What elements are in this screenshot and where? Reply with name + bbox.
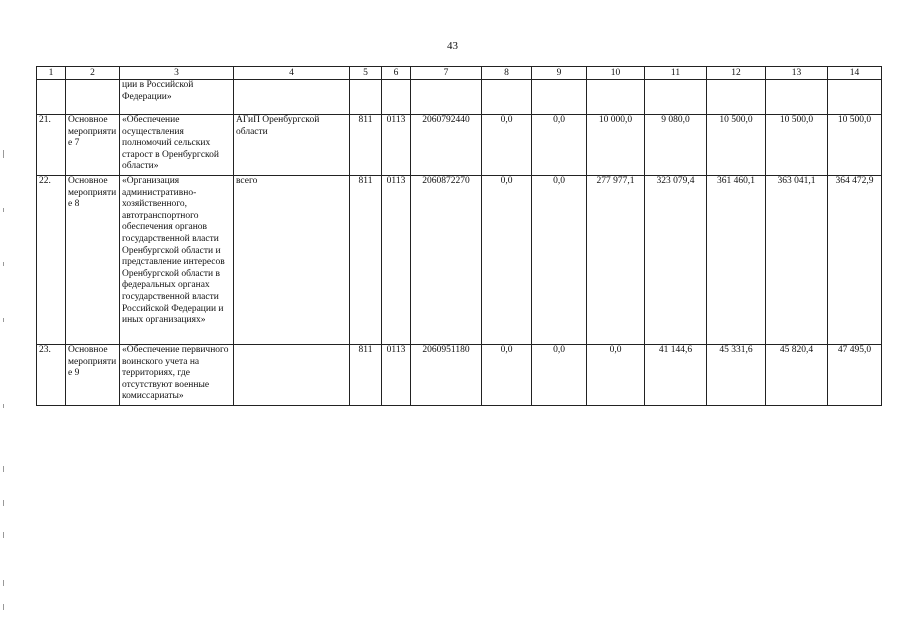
scan-margin-mark bbox=[3, 604, 4, 610]
value-cell: 0,0 bbox=[482, 345, 532, 406]
table-row-continuation bbox=[37, 80, 882, 115]
value-cell: 364 472,9 bbox=[828, 176, 882, 345]
column-header: 5 bbox=[350, 67, 382, 80]
value-cell: 45 820,4 bbox=[766, 345, 828, 406]
column-header: 9 bbox=[532, 67, 587, 80]
value-cell: 0,0 bbox=[587, 345, 645, 406]
value-cell: 0,0 bbox=[482, 115, 532, 176]
value-cell: 41 144,6 bbox=[645, 345, 707, 406]
column-header: 7 bbox=[411, 67, 482, 80]
value-cell: 10 500,0 bbox=[828, 115, 882, 176]
measure-type-cell: Основное мероприятие 7 bbox=[66, 115, 120, 176]
column-header: 11 bbox=[645, 67, 707, 80]
column-header: 13 bbox=[766, 67, 828, 80]
executor-cell: всего bbox=[234, 176, 350, 345]
column-header: 1 bbox=[37, 67, 66, 80]
scan-margin-mark bbox=[3, 404, 4, 408]
value-cell: 323 079,4 bbox=[645, 176, 707, 345]
value-cell: 361 460,1 bbox=[707, 176, 766, 345]
column-header: 8 bbox=[482, 67, 532, 80]
scan-margin-mark bbox=[3, 532, 4, 538]
column-header: 2 bbox=[66, 67, 120, 80]
csr-cell: 2060951180 bbox=[411, 345, 482, 406]
value-cell: 363 041,1 bbox=[766, 176, 828, 345]
value-cell: 0,0 bbox=[532, 345, 587, 406]
measure-type-cell: Основное мероприятие 8 bbox=[66, 176, 120, 345]
grbs-cell: 811 bbox=[350, 115, 382, 176]
row-number-cell: 23. bbox=[37, 345, 66, 406]
table-row bbox=[37, 176, 882, 345]
rzpr-cell: 0113 bbox=[382, 115, 411, 176]
value-cell: 9 080,0 bbox=[645, 115, 707, 176]
page-number: 43 bbox=[447, 40, 458, 52]
grbs-cell: 811 bbox=[350, 345, 382, 406]
scan-margin-mark bbox=[3, 318, 4, 322]
column-header: 12 bbox=[707, 67, 766, 80]
column-header: 4 bbox=[234, 67, 350, 80]
scan-margin-mark bbox=[3, 262, 4, 266]
scan-margin-mark bbox=[3, 150, 4, 158]
scan-margin-mark bbox=[3, 500, 4, 506]
csr-cell: 2060792440 bbox=[411, 115, 482, 176]
table-row bbox=[37, 115, 882, 176]
column-header: 10 bbox=[587, 67, 645, 80]
measure-name-cell: «Организация административно-хозяйственного, автотранспортного обеспечения органов государственной власти Оренбургской области и представление интересов Оренбургской области в федеральных органах государственной власти Российской Федерации и иных организациях» bbox=[120, 176, 234, 345]
measure-name-cell: ции в Российской Федерации» bbox=[120, 80, 234, 115]
value-cell: 0,0 bbox=[532, 115, 587, 176]
column-header: 14 bbox=[828, 67, 882, 80]
row-number-cell: 22. bbox=[37, 176, 66, 345]
scan-margin-mark bbox=[3, 580, 4, 586]
grbs-cell: 811 bbox=[350, 176, 382, 345]
table-row bbox=[37, 345, 882, 406]
measure-name-cell: «Обеспечение осуществления полномочий сельских старост в Оренбургской области» bbox=[120, 115, 234, 176]
rzpr-cell: 0113 bbox=[382, 176, 411, 345]
value-cell: 0,0 bbox=[532, 176, 587, 345]
rzpr-cell: 0113 bbox=[382, 345, 411, 406]
value-cell: 277 977,1 bbox=[587, 176, 645, 345]
executor-cell: АГиП Оренбургской области bbox=[234, 115, 350, 176]
executor-cell bbox=[234, 345, 350, 406]
header-row bbox=[37, 67, 882, 80]
row-number-cell: 21. bbox=[37, 115, 66, 176]
value-cell: 47 495,0 bbox=[828, 345, 882, 406]
value-cell: 0,0 bbox=[482, 176, 532, 345]
column-header: 6 bbox=[382, 67, 411, 80]
measure-type-cell: Основное мероприятие 9 bbox=[66, 345, 120, 406]
value-cell: 45 331,6 bbox=[707, 345, 766, 406]
value-cell: 10 000,0 bbox=[587, 115, 645, 176]
budget-table bbox=[36, 66, 882, 406]
csr-cell: 2060872270 bbox=[411, 176, 482, 345]
column-header: 3 bbox=[120, 67, 234, 80]
value-cell: 10 500,0 bbox=[707, 115, 766, 176]
scan-margin-mark bbox=[3, 466, 4, 472]
value-cell: 10 500,0 bbox=[766, 115, 828, 176]
scan-margin-mark bbox=[3, 208, 4, 212]
measure-name-cell: «Обеспечение первичного воинского учета на территориях, где отсутствуют военные комиссариаты» bbox=[120, 345, 234, 406]
